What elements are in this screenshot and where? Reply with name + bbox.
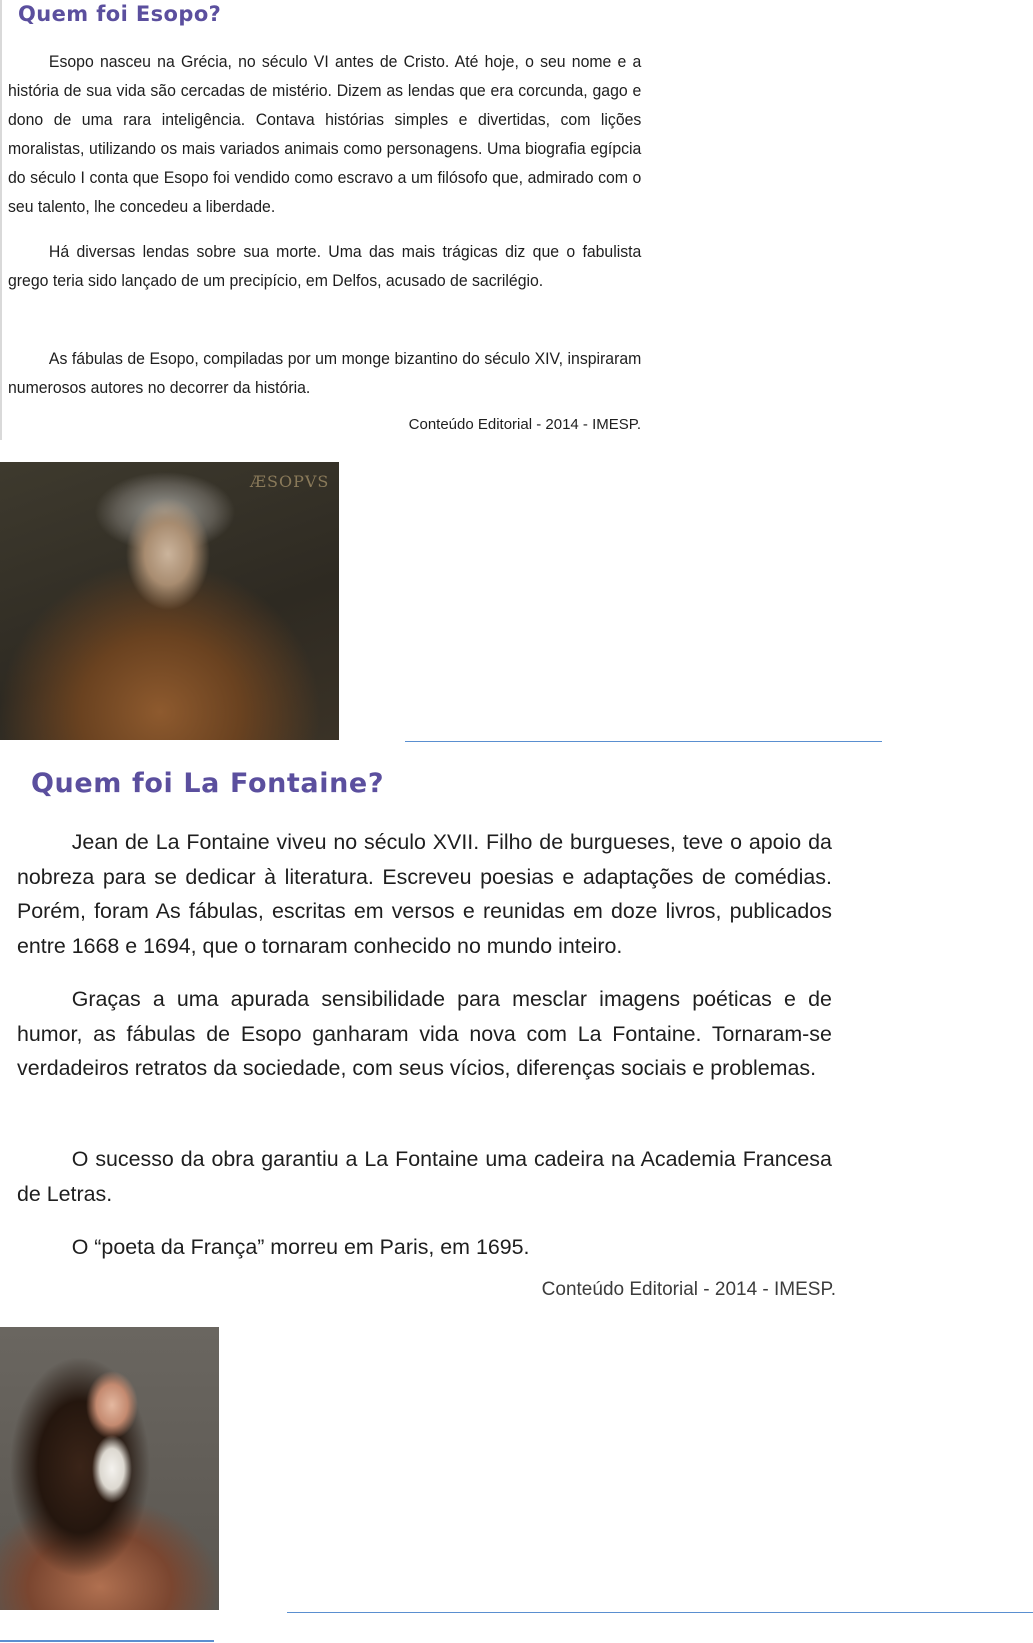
portrait-lafontaine xyxy=(0,1327,219,1610)
portrait-esopo xyxy=(0,462,339,740)
paragraph-lafontaine-1: Jean de La Fontaine viveu no século XVII. Filho de burgueses, teve o apoio da nobreza para se dedicar à literatura. Escreveu poesias e adaptações de comédias. Porém, foram As fábulas, escritas em versos e reunidas em doze livros, publicados entre 1668 e 1694, que o tornaram conhecido no mundo inteiro. xyxy=(17,830,832,958)
section-title-lafontaine: Quem foi La Fontaine? xyxy=(31,768,385,799)
source-citation-lafontaine: Conteúdo Editorial - 2014 - IMESP. xyxy=(541,1279,836,1300)
source-citation-esopo: Conteúdo Editorial - 2014 - IMESP. xyxy=(408,416,641,433)
section-title-esopo: Quem foi Esopo? xyxy=(18,2,222,26)
paragraph-esopo-2: Há diversas lendas sobre sua morte. Uma das mais trágicas diz que o fabulista grego teria sido lançado de um precipício, em Delfos, acusado de sacrilégio. xyxy=(8,242,642,290)
paragraph-lafontaine-2: Graças a uma apurada sensibilidade para mesclar imagens poéticas e de humor, as fábulas de Esopo ganharam vida nova com La Fontaine. Tornaram-se verdadeiros retratos da sociedade, com seus vícios, diferenças sociais e problemas. xyxy=(17,987,832,1080)
answer-line xyxy=(405,741,882,742)
paragraph-lafontaine-4: O “poeta da França” morreu em Paris, em 1695. xyxy=(71,1235,530,1259)
answer-line xyxy=(0,1640,214,1642)
portrait-caption: ÆSOPVS xyxy=(250,472,330,491)
paragraph-esopo-1: Esopo nasceu na Grécia, no século VI antes de Cristo. Até hoje, o seu nome e a história de sua vida são cercadas de mistério. Dizem as lendas que era corcunda, gago e dono de uma rara inteligência. Contava histórias simples e divertidas, com lições moralistas, utilizando os mais variados animais como personagens. Uma biografia egípcia do século I conta que Esopo foi vendido como escravo a um filósofo que, admirado com o seu talento, lhe concedeu a liberdade. xyxy=(8,52,642,216)
paragraph-lafontaine-3: O sucesso da obra garantiu a La Fontaine uma cadeira na Academia Francesa de Letras. xyxy=(17,1147,832,1206)
paragraph-esopo-3: As fábulas de Esopo, compiladas por um monge bizantino do século XIV, inspiraram numerosos autores no decorrer da história. xyxy=(8,349,642,397)
left-margin-rule xyxy=(0,0,2,440)
answer-line xyxy=(287,1612,1033,1613)
